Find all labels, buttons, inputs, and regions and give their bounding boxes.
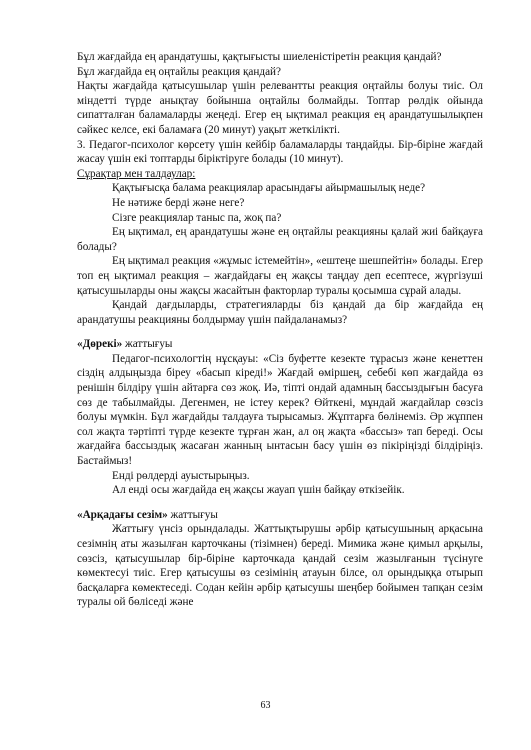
spacer: [77, 327, 483, 337]
exercise-heading: [77, 508, 483, 523]
exercise-title: «Арқадағы сезім»: [77, 508, 168, 521]
paragraph: Ал енді осы жағдайда ең жақсы жауап үшін байқау өткізейік.: [112, 484, 405, 497]
paragraph: Нақты жағдайда қатысушылар үшін релевантты реакция оңтайлы болуы тиіс. Ол міндетті түрде анықтау бойынша оңтайлы болмайды. Топтар рөлдік ойында сипатталған баламаларды жеңеді. Егер ең ықтимал реакция ең арандатушылықпен сәйкес келсе, екі баламаға (20 минут) уақыт жеткілікті.: [77, 80, 483, 136]
paragraph: Бұл жағдайда ең оңтайлы реакция қандай?: [77, 65, 281, 78]
question-item: Сізге реакциялар таныс па, жоқ па?: [112, 211, 282, 224]
paragraph: Енді рөлдерді ауыстырыңыз.: [112, 469, 250, 482]
exercise-title-suffix: жаттығуы: [122, 338, 173, 351]
question-item: Ең ықтимал, ең арандатушы және ең оңтайлы реакцияны қалай жиі байқауға болады?: [77, 226, 483, 253]
exercise-heading: [77, 337, 483, 352]
exercise-title: «Дөрекі»: [77, 338, 123, 351]
section-label: Сұрақтар мен талдаулар:: [77, 167, 196, 180]
question-item: Қақтығысқа балама реакциялар арасындағы айырмашылық неде?: [112, 182, 426, 195]
numbered-paragraph: 3. Педагог-психолог көрсету үшін кейбір баламаларды таңдайды. Бір-біріне жағдай жасау үшін екі топтарды біріктіруге болады (10 минут).: [77, 138, 483, 166]
paragraph: Жаттығу үнсіз орындалады. Жаттықтырушы әрбір қатысушының арқасына сезімнің аты жазылған карточканы (тізімнен) береді. Мимика және қимыл арқылы, сөзсіз, қатысушылар бір-біріне карточкада қандай сезім жазылғанын түсінуге көмектесуі тиіс. Егер қатысушы өз сезімінің атауын білсе, ол орындыққа отырып басқаларға көмектеседі. Содан кейін әрбір қатысушы шеңбер бойымен тапқан сезім туралы ой бөліседі және: [77, 523, 483, 609]
exercise-title-suffix: жаттығуы: [167, 508, 218, 521]
paragraph: Ең ықтимал реакция «жұмыс істемейтін», «ештеңе шешпейтін» болады. Егер топ ең ықтимал реакция – жағдайдағы ең жақсы таңдау деп есептесе, жүргізуші қатысушыларды оны жақсы жасайтын факторлар туралы қосымша сұрай алады.: [77, 255, 483, 297]
page-body: [77, 50, 483, 610]
paragraph: Педагог-психологтің нұсқауы: «Сіз буфетте кезекте тұрасыз және кенеттен сіздің алдыңызда біреу «басып кіреді!» Жағдай өміршең, себебі көп жағдайда өз ренішін білдіру үшін айтарға сөз жоқ. Иә, тіпті ондай адамның бассыздығын басуға сөз де табылмайды. Дегенмен, не істеу керек? Өйткені, мұндай жағдайлар сөзсіз болуы мүмкін. Бұл жағдайды талдауға тырысамыз. Жұптарға бөлінеміз. Әр жұппен сол жақта тәртіпті түрде кезекте тұрған жан, ал оң жақта «бассыз» тап береді. Осы жағдайға бассыздық жасаған жанның ынтасын басу үшін өз пікіріңізді білдіріңіз. Бастаймыз!: [77, 352, 483, 468]
page-number: 63: [260, 700, 271, 711]
question-item: Не нәтиже берді және неге?: [112, 196, 245, 209]
paragraph: Бұл жағдайда ең арандатушы, қақтығысты шиеленістіретін реакция қандай?: [77, 51, 442, 63]
paragraph: Қандай дағдыларды, стратегияларды біз қандай да бір жағдайда ең арандатушы реакцияны болдырмау үшін пайдаланамыз?: [77, 299, 483, 326]
spacer: [77, 498, 483, 508]
